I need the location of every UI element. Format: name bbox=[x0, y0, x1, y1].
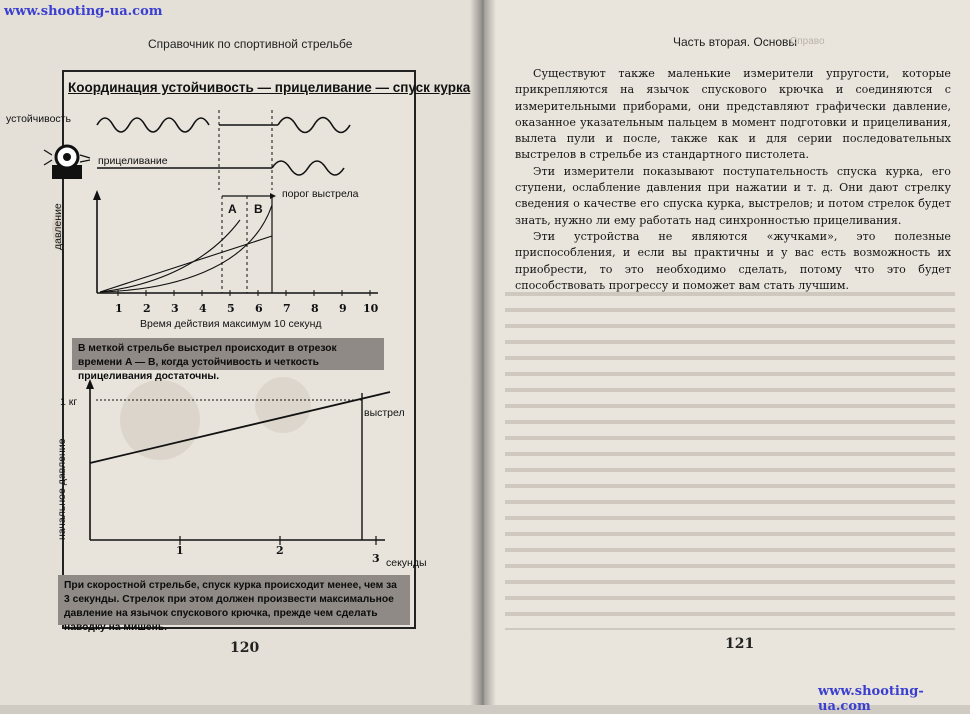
label-shot: выстрел bbox=[364, 407, 405, 419]
x2-tick-label: 1 bbox=[176, 544, 184, 557]
x2-unit-label: секунды bbox=[386, 557, 427, 569]
x1-tick-label: 2 bbox=[143, 302, 151, 315]
x1-tick-label: 10 bbox=[363, 302, 379, 315]
left-running-head: Справочник по спортивной стрельбе bbox=[148, 37, 353, 51]
x1-tick-label: 9 bbox=[339, 302, 347, 315]
x1-tick-label: 5 bbox=[227, 302, 235, 315]
right-body-text bbox=[515, 66, 951, 294]
paragraph: Эти устройства не являются «жучками», это полезные приспособления, и если вы практичны и у вас есть возможность их приобрести, то это необходимо сделать, потому что это будет способствовать прогрессу и поможет вам стать лучшим. bbox=[515, 229, 951, 292]
x1-tick-label: 1 bbox=[115, 302, 123, 315]
x1-axis-label: Время действия максимум 10 секунд bbox=[140, 318, 322, 330]
label-aiming: прицеливание bbox=[98, 155, 168, 167]
x2-tick-label: 3 bbox=[372, 552, 380, 565]
right-page-number: 121 bbox=[725, 636, 755, 652]
pressure-axis-arrow bbox=[93, 190, 101, 200]
x1-tick-label: 8 bbox=[311, 302, 319, 315]
stability-wave-left bbox=[97, 118, 209, 132]
bleed-through-text bbox=[505, 285, 955, 630]
x1-tick-label: 6 bbox=[255, 302, 263, 315]
stability-wave-right bbox=[278, 118, 350, 133]
watermark-top: www.shooting-ua.com bbox=[4, 4, 163, 19]
watermark-bottom: www.shooting-ua.com bbox=[818, 684, 924, 714]
label-threshold: порог выстрела bbox=[282, 188, 359, 200]
right-ghost-head: Справо bbox=[790, 36, 825, 47]
label-stability: устойчивость bbox=[6, 113, 71, 125]
x1-tick-label: 7 bbox=[283, 302, 291, 315]
label-a: A bbox=[228, 202, 237, 216]
paragraph: Эти измерители показывают поступательность спуска курка, его ступени, ослабление давления при нажатии и т. д. Они дают стрелку сведения о качестве его спуска курка, выстрелов; и потом стрелок будет знать, нужно ли ему работать над синхронностью прицеливания. bbox=[515, 164, 951, 227]
x1-tick-label: 3 bbox=[171, 302, 179, 315]
sight-icon bbox=[44, 146, 90, 179]
left-page-number: 120 bbox=[230, 640, 260, 656]
x1-tick-label: 4 bbox=[199, 302, 207, 315]
right-running-head: Часть вторая. Основы bbox=[673, 35, 798, 49]
pressure-curve-slow bbox=[100, 220, 240, 292]
figure-title: Координация устойчивость — прицеливание — спуск курка bbox=[68, 80, 471, 95]
paragraph: Существуют также маленькие измерители упругости, которые прикрепляются на язычок спускового крючка и соединяются с измерительными приборами, они представляют графически давление, оказанное указательным пальцем в момент подготовки и прицеливания, вылета пули и после, также как и для серии последовательных выстрелов в стрельбе из стандартного пистолета. bbox=[515, 67, 951, 162]
aiming-wave-right bbox=[272, 161, 344, 175]
pressure-curve-steep bbox=[100, 205, 272, 292]
label-pressure: давление bbox=[52, 203, 64, 250]
label-b: B bbox=[254, 202, 263, 216]
label-initial-pressure: начальное давление bbox=[56, 438, 68, 540]
label-1kg: 1 кг bbox=[60, 396, 78, 408]
diagram1 bbox=[44, 110, 378, 296]
pressure-curve-linear bbox=[100, 236, 272, 292]
caption-ab-window: В меткой стрельбе выстрел происходит в отрезок времени A — B, когда устойчивость и четкость прицеливания достаточны. bbox=[72, 338, 384, 370]
caption-rapid-fire: При скоростной стрельбе, спуск курка происходит менее, чем за 3 секунды. Стрелок при этом должен произвести максимальное давление на язычок спускового крючка, прежде чем сделать наводку на мишень. bbox=[58, 575, 410, 625]
x2-tick-label: 2 bbox=[276, 544, 284, 557]
diagram2 bbox=[86, 377, 390, 545]
